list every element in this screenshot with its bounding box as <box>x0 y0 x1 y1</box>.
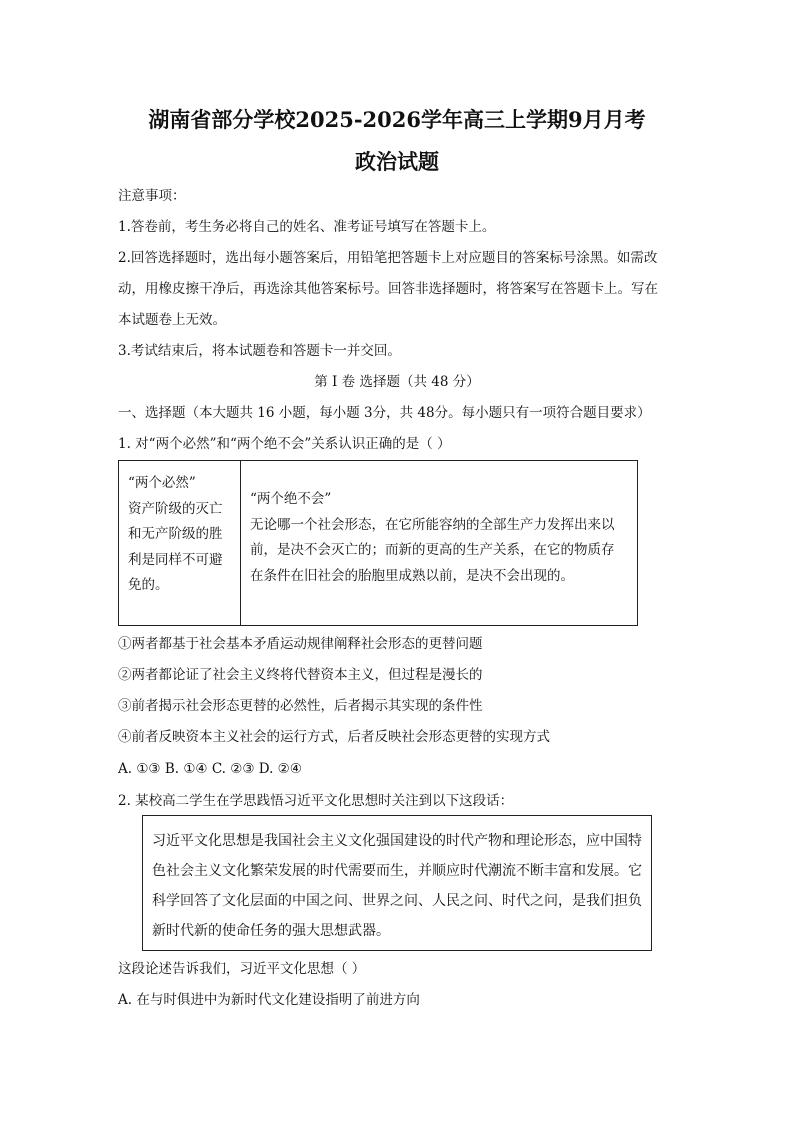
table-divider <box>240 461 241 625</box>
cell-line: 和无产阶级的胜 <box>128 526 223 542</box>
notes-item-2-line-3: 本试题卷上无效。 <box>118 312 226 328</box>
question-2-prompt: 这段论述告诉我们，习近平文化思想（ ） <box>118 961 366 977</box>
quote-line: 科学回答了文化层面的中国之问、世界之问、人民之问、时代之问，是我们担负 <box>152 893 642 909</box>
notes-item-2-line-1: 2.回答选择题时，选出每小题答案后，用铅笔把答题卡上对应题目的答案标号涂黑。如需改 <box>118 250 658 266</box>
table-cell-two-inevitables <box>128 471 238 599</box>
exam-title: 湖南省部分学校2025-2026学年高三上学期9月月考 <box>148 107 646 132</box>
quote-line: 色社会主义文化繁荣发展的时代需要而生，并顺应时代潮流不断丰富和发展。它 <box>152 863 642 879</box>
quote-line: 新时代新的使命任务的强大思想武器。 <box>152 923 390 939</box>
question-2-quote-box <box>142 815 652 951</box>
exam-subject-title: 政治试题 <box>355 149 439 174</box>
notes-item-2-line-2: 动，用橡皮擦干净后，再选涂其他答案标号。回答非选择题时，将答案写在答题卡上。写在 <box>118 281 658 297</box>
quote-line: 习近平文化思想是我国社会主义文化强国建设的时代产物和理论形态，应中国特 <box>152 833 642 849</box>
cell-line: 资产阶级的灭亡 <box>128 500 223 517</box>
table-cell-two-nevers <box>250 487 634 589</box>
question-1-option-3: ③前者揭示社会形态更替的必然性，后者揭示其实现的条件性 <box>118 698 483 714</box>
part-title: 第 I 卷 选择题（共 48 分） <box>314 374 480 390</box>
cell-line: “两个绝不会” <box>250 491 332 507</box>
cell-line: 利是同样不可避 <box>128 551 223 568</box>
section-heading: 一、选择题（本大题共 16 小题，每小题 3分，共 48分。每小题只有一项符合题目要求） <box>118 405 651 421</box>
question-1-option-1: ①两者都基于社会基本矛盾运动规律阐释社会形态的更替问题 <box>118 636 483 652</box>
question-1-option-2: ②两者都论证了社会主义终将代替资本主义，但过程是漫长的 <box>118 667 483 683</box>
question-1-stem: 1. 对“两个必然”和“两个绝不会”关系认识正确的是（ ） <box>118 436 451 452</box>
cell-line: “两个必然” <box>128 475 196 491</box>
cell-line: 免的。 <box>128 577 169 593</box>
question-2-option-a: A. 在与时俱进中为新时代文化建设指明了前进方向 <box>118 992 420 1008</box>
question-1-answer-choices: A. ①③ B. ①④ C. ②③ D. ②④ <box>118 761 302 777</box>
notes-item-3: 3.考试结束后，将本试题卷和答题卡一并交回。 <box>118 343 401 359</box>
cell-line: 在条件在旧社会的胎胞里成熟以前，是决不会出现的。 <box>250 567 574 584</box>
cell-line: 无论哪一个社会形态，在它所能容纳的全部生产力发挥出来以 <box>250 516 615 533</box>
question-1-option-4: ④前者反映资本主义社会的运行方式，后者反映社会形态更替的实现方式 <box>118 729 550 745</box>
question-1-table <box>118 460 638 626</box>
notes-heading: 注意事项： <box>118 188 186 204</box>
notes-item-1: 1.答卷前，考生务必将自己的姓名、准考证号填写在答题卡上。 <box>118 219 496 235</box>
question-2-stem: 2. 某校高二学生在学思践悟习近平文化思想时关注到以下这段话： <box>118 793 514 809</box>
cell-line: 前，是决不会灭亡的；而新的更高的生产关系，在它的物质存 <box>250 542 615 558</box>
